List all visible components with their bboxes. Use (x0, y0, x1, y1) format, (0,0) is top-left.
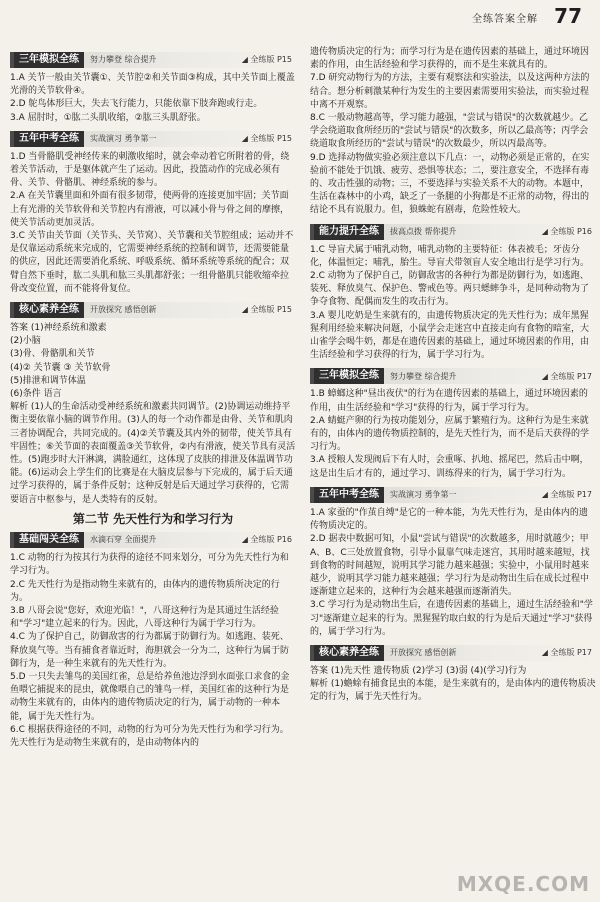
answer-item: 1.A 家蚕的"作茧自缚"是它的一种本能，为先天性行为，是由体内的遗传物质决定的。 (310, 507, 588, 532)
answer-item: 3.C 关节由关节面（关节头、关节窝）、关节囊和关节腔组成；运动并不是仅靠运动系统来完成的，它需要神经系统的控制和调节，还需要能量的供应，因此还需要消化系统、呼吸系统、循环系统等系统的配合；双臂自然下垂时，肱二头肌和肱三头肌都舒张；一组骨骼肌只能收缩牵拉骨改变位置，而不能将骨复位。 (10, 231, 294, 294)
section-subtitle: 努力攀登 综合提升 (90, 55, 157, 65)
section-badge: 三年模拟全练 (14, 52, 84, 68)
section-header (310, 224, 596, 240)
answer-item: 答案 (1)先天性 遗传物质 (2)学习 (3)弱 (4)(学习)行为 (310, 665, 527, 676)
section-header (10, 52, 296, 68)
answer-item: 遗传物质决定的行为；而学习行为是在遗传因素的基础上，通过环境因素的作用，由生活经验和学习获得的，而不是生来就具有的。 (310, 47, 590, 71)
section-badge: 五年中考全练 (14, 131, 84, 147)
page-header (0, 4, 600, 26)
edition-ref: ◢ 全练版 P15 (241, 305, 292, 315)
section-header (10, 302, 296, 318)
edition-ref: ◢ 全练版 P17 (541, 371, 592, 381)
section-header (310, 368, 596, 384)
answer-item: 解析 (1)蟾蜍有捕食昆虫的本能，是生来就有的，是由体内的遗传物质决定的行为，属于先天性行为。 (310, 679, 596, 703)
answer-item: 3.A 屈肘时，①肱二头肌收缩，②肱三头肌舒张。 (10, 112, 206, 123)
answer-item: 1.B 蟑螂这种"昼出夜伏"的行为在遗传因素的基础上，通过环境因素的作用，由生活经验和"学习"获得的行为，属于学习行为。 (310, 389, 588, 413)
answer-item: 5.D 一只失去雏鸟的美国红雀，总是给养鱼池边浮到水面张口求食的金鱼喂它捕捉来的昆虫，就像喂自己的雏鸟一样，美国红雀的这种行为是动物生来就有的，由体内的遗传物质决定的行为，属于动物的一种本能，属于先天性行为。 (10, 671, 290, 722)
answer-item: 1.A 关节一般由关节囊①、关节腔②和关节面③构成，其中关节面上覆盖光滑的关节软骨④。 (10, 73, 295, 97)
answer-item: (3)骨、骨骼肌和关节 (10, 349, 95, 360)
section-badge: 基础闯关全练 (14, 532, 84, 548)
answer-item: (5)排泄和调节体温 (10, 375, 86, 386)
section-subtitle: 拔高点拨 帮你提升 (390, 227, 457, 237)
answer-item: 7.D 研究动物行为的方法，主要有观察法和实验法，以及这两种方法的结合。想分析刺激某种行为发生的主要因素需要用实验法，而实验过程中离不开观察。 (310, 73, 590, 110)
edition-ref: ◢ 全练版 P17 (541, 490, 592, 500)
header-label: 全练答案全解 (472, 14, 538, 25)
section-subtitle: 努力攀登 综合提升 (390, 371, 457, 381)
section-title: 第二节 先天性行为和学习行为 (72, 511, 234, 526)
watermark: MXQE.COM (456, 872, 590, 896)
answer-item: 2.D 据表中数据可知，小鼠"尝试与错误"的次数越多，用时就越少；甲A、B、C三处放置食物，引导小鼠靠气味走迷宫，其用时越来越短，找到食物的时间越短，说明其学习能力越来越强；实验中，小鼠用时越来越少，说明其学习能力越来越强；学习行为是动物出生后在成长过程中逐渐建立起来的，这种行为会越来越强而逐渐消失。 (310, 534, 590, 598)
answer-item: 6.C 根据获得途径的不同，动物的行为可分为先天性行为和学习行为。先天性行为是动物生来就有的，是由动物体内的 (10, 724, 289, 748)
section-subtitle: 实战演习 勇争第一 (90, 134, 157, 144)
answer-item: 3.A 婴儿吃奶是生来就有的，由遗传物质决定的先天性行为；成年黑猩猩利用经验来解决问题，小鼠学会走迷宫中直接走向有食物的暗室，大山雀学会喝牛奶，都是在遗传因素的基础上，通过环境因素的作用，由生活经验和学习获得的行为，属于学习行为。 (310, 310, 590, 361)
edition-ref: ◢ 全练版 P17 (541, 648, 592, 658)
answer-item: 2.A 蜻蜓产卵的行为按功能划分，应属于繁殖行为。这种行为是生来就有的，由体内的遗传物质控制的，是先天性行为，而不是后天获得的学习行为。 (310, 415, 590, 453)
answer-item: 2.A 在关节囊里面和外面有很多韧带，使两骨的连接更加牢固；关节面上有光滑的关节软骨和关节腔内有滑液，可以减小骨与骨之间的摩擦，使关节活动更加灵活。 (10, 191, 290, 228)
answer-item: 2.D 鸵鸟体形巨大，失去飞行能力，只能依靠下肢奔跑或行走。 (10, 99, 263, 110)
left-column (10, 46, 296, 750)
answer-item: 3.B 八哥会说"您好，欢迎光临！"，八哥这种行为是其通过生活经验和"学习"建立起来的行为。因此，八哥这种行为属于学习行为。 (10, 605, 279, 630)
section-badge: 五年中考全练 (314, 487, 384, 503)
answer-item: 1.D 当骨骼肌受神经传来的刺激收缩时，就会牵动着它所附着的骨，绕着关节活动，于是躯体就产生了运动。因此，投篮动作的完成必须有骨、关节、骨骼肌、神经系统的参与。 (10, 151, 290, 189)
section-header (10, 532, 296, 548)
edition-ref: ◢ 全练版 P16 (541, 227, 592, 237)
answer-item: 4.C 为了保护自己，防御敌害的行为都属于防御行为。如逃跑、装死、释放臭气等。当有捕食者靠近时，海胆就会一分为二，这种行为属于防御行为，是一种生来就有的先天性行为。 (10, 632, 290, 669)
answer-item: 3.A 授粮人发现阀后下有人时，会重啄、扒地、摇尾巴，然后击中啊，这是出生后才有的，通过学习、训练得来的行为，属于学习行为。 (310, 455, 589, 479)
answer-item: 答案 (1)神经系统和激素 (10, 323, 107, 334)
section-subtitle: 开放探究 感悟创新 (90, 305, 157, 315)
right-column (310, 46, 596, 705)
section-header (310, 487, 596, 503)
answer-item: 8.C 一般动物越高等，学习能力越强，"尝试与错误"的次数就越少。乙学会绕道取食所经历的"尝试与错误"的次数多，所以乙最高等；丙学会绕道取食所经历的"尝试与错误"的次数最少，所以丙最高等。 (310, 113, 589, 150)
section-subtitle: 水滴石穿 全面提升 (90, 535, 157, 545)
answer-item: 1.C 导盲犬属于哺乳动物，哺乳动物的主要特征：体表被毛；牙齿分化，体温恒定；哺乳，胎生。导盲犬带领盲人安全地出行是学习行为。 (310, 244, 590, 268)
section-subtitle: 开放探究 感悟创新 (390, 648, 457, 658)
answer-item: 2.C 动物为了保护自己，防御敌害的各种行为都是防御行为，如逃跑、装死、释放臭气、保护色、警戒色等。两只蟋蟀争斗，是同种动物为了争夺食物、配偶而发生的攻击行为。 (310, 271, 590, 308)
answer-item: 9.D 选择动物做实验必须注意以下几点：一，动物必须是正常的，在实验前不能处于饥饿、疲劳、恐惧等状态；二，要注意安全，不选择有毒的、攻击性强的动物；三，不要选择与实验关系不大的动物。本题中，生活在森林中的小鸡，缺乏了一条腿的小狗都是不正常的动物，得出的结论不具有说服力。但，狼蛛蛇有剧毒，危险性较大。 (310, 152, 590, 216)
edition-ref: ◢ 全练版 P16 (241, 535, 292, 545)
section-badge: 核心素养全练 (314, 645, 384, 661)
section-header (10, 131, 296, 147)
answer-item: (6)条件 语言 (10, 389, 62, 400)
page-number: 77 (554, 4, 582, 28)
section-header (310, 645, 596, 661)
answer-item: 3.C 学习行为是动物出生后，在遗传因素的基础上，通过生活经验和"学习"逐渐建立起来的行为。黑猩猩钓取白蚁的行为是后天通过"学习"获得的，属于学习行为。 (310, 600, 593, 637)
section-badge: 三年模拟全练 (314, 368, 384, 384)
answer-item: (2)小脑 (10, 336, 41, 347)
answer-item: (4)② 关节囊 ③ 关节软骨 (10, 362, 111, 373)
section-subtitle: 实战演习 勇争第一 (390, 490, 457, 500)
section-badge: 核心素养全练 (14, 302, 84, 318)
edition-ref: ◢ 全练版 P15 (241, 134, 292, 144)
answer-item: 1.C 动物的行为按其行为获得的途径不同来划分，可分为先天性行为和学习行为。 (10, 553, 289, 577)
answer-item: 解析 (1)人的生命活动受神经系统和激素共同调节。(2)协调运动维持平衡主要依靠小脑的调节作用。(3)人的每一个动作都是由骨、关节和肌肉三者协调配合，共同完成的。(4)②关节囊及其内外的韧带，使关节具有牢固性；⑥关节面的表面覆盖③关节软骨，②内有滑液，使关节具有灵活性。(5)跑步时大汗淋漓，满脸通红，这体现了皮肤的排泄及体温调节功能。(6)运动会上学生们的比赛是在大脑皮层参与下完成的，属于后天通过学习获得的，属于条件反射；这种反射是后天通过学习获得的，它需要语言中枢参与，是人类特有的反射。 (10, 402, 296, 505)
section-badge: 能力提升全练 (314, 224, 384, 240)
answer-item: 2.C 先天性行为是指动物生来就有的，由体内的遗传物质所决定的行为。 (10, 579, 280, 603)
edition-ref: ◢ 全练版 P15 (241, 55, 292, 65)
